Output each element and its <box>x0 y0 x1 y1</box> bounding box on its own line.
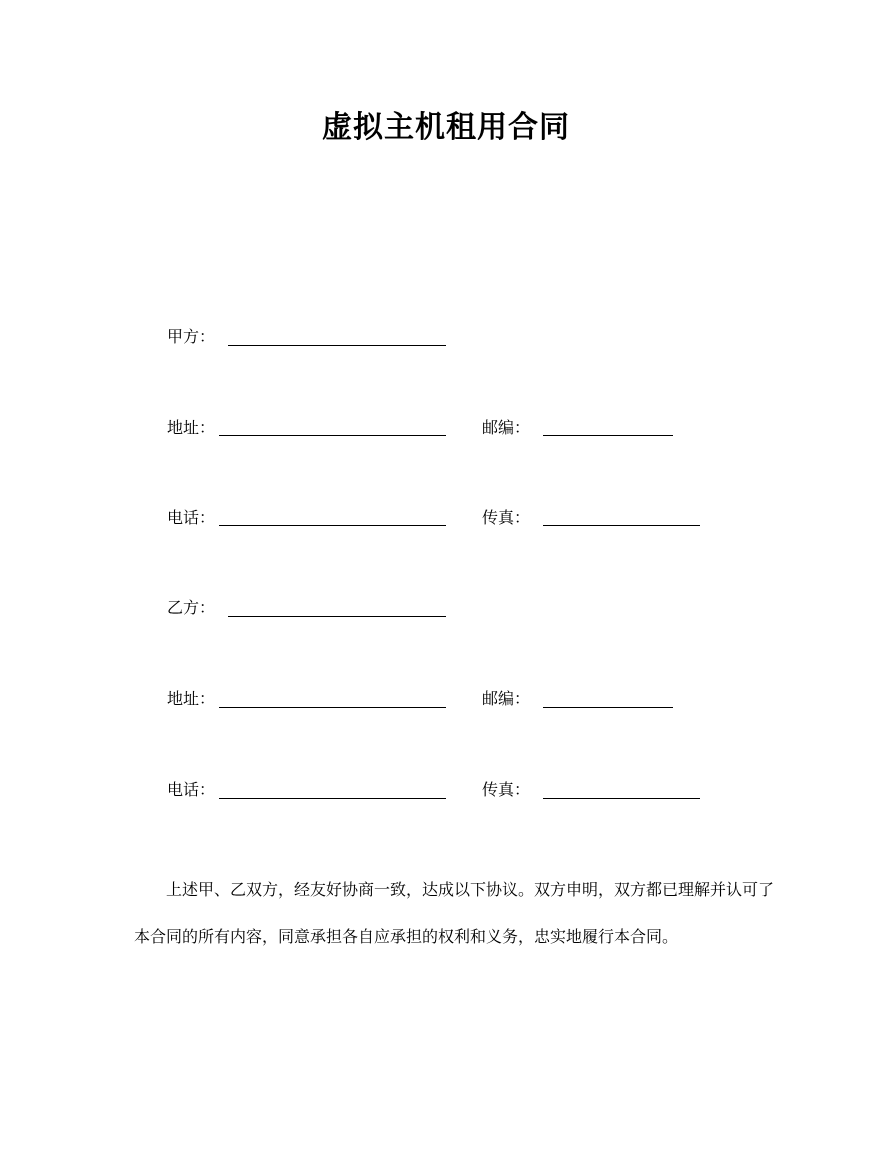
party-b-phone-blank-line <box>219 798 446 799</box>
party-b-postcode-blank-line <box>543 707 673 708</box>
party-b-blank-line <box>228 616 446 617</box>
intro-paragraph: 上述甲、乙双方，经友好协商一致，达成以下协议。双方申明，双方都已理解并认可了本合同的所有内容，同意承担各自应承担的权利和义务，忠实地履行本合同。 <box>134 880 775 946</box>
party-b-address-label: 地址： <box>167 689 216 708</box>
party-a-postcode-blank-line <box>543 435 673 436</box>
party-b-postcode-label: 邮编： <box>482 689 531 708</box>
party-a-postcode-label: 邮编： <box>482 418 531 437</box>
party-b-fax-blank-line <box>543 798 700 799</box>
document-title: 虚拟主机租用合同 <box>322 110 570 145</box>
party-a-phone-blank-line <box>219 525 446 526</box>
party-b-address-blank-line <box>219 707 446 708</box>
party-a-label: 甲方： <box>167 327 216 346</box>
party-b-label: 乙方： <box>167 598 216 617</box>
party-a-fax-label: 传真： <box>482 508 531 527</box>
party-a-fax-blank-line <box>543 525 700 526</box>
party-b-fax-label: 传真： <box>482 780 531 799</box>
party-a-blank-line <box>228 345 446 346</box>
party-b-phone-label: 电话： <box>167 780 216 799</box>
party-a-phone-label: 电话： <box>167 508 216 527</box>
party-a-address-blank-line <box>219 435 446 436</box>
party-a-address-label: 地址： <box>167 418 216 437</box>
